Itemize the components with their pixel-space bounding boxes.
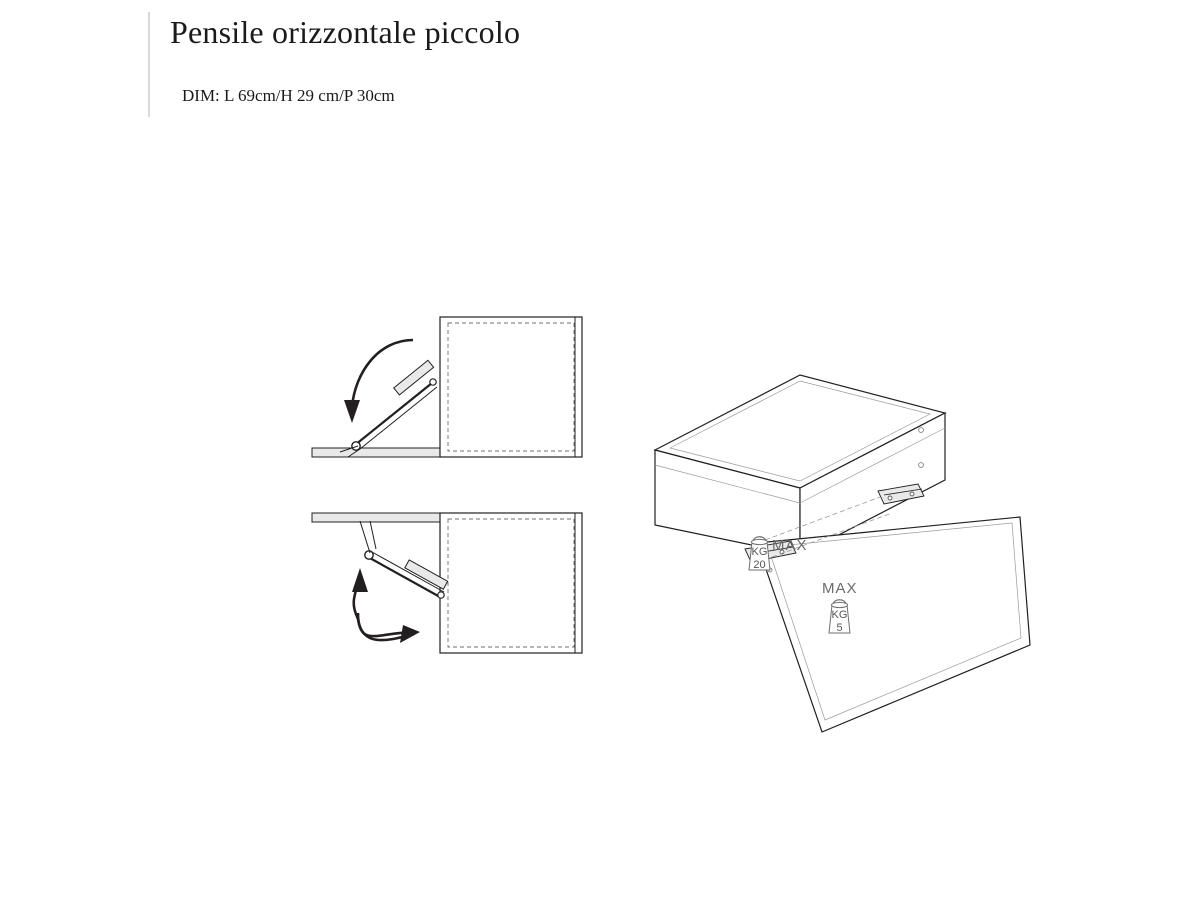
load-unit-flap: KG xyxy=(831,609,848,621)
flap-opening-downward-diagram xyxy=(312,317,582,457)
page-header xyxy=(0,0,1200,125)
wall-cabinet-perspective xyxy=(655,375,1030,732)
assembly-diagram xyxy=(0,125,1200,900)
page-title: Pensile orizzontale piccolo xyxy=(170,14,521,50)
load-value-flap: 5 xyxy=(836,622,843,634)
flap-opening-upward-diagram xyxy=(312,513,582,653)
title-vertical-rule xyxy=(148,12,150,117)
dimensions-label: DIM: L 69cm/H 29 cm/P 30cm xyxy=(182,86,395,105)
load-unit-top: KG xyxy=(751,546,768,558)
load-max-top: MAX xyxy=(772,537,808,554)
gas-strut-lower xyxy=(360,521,448,598)
load-value-top: 20 xyxy=(753,559,766,571)
load-max-flap: MAX xyxy=(822,580,858,597)
